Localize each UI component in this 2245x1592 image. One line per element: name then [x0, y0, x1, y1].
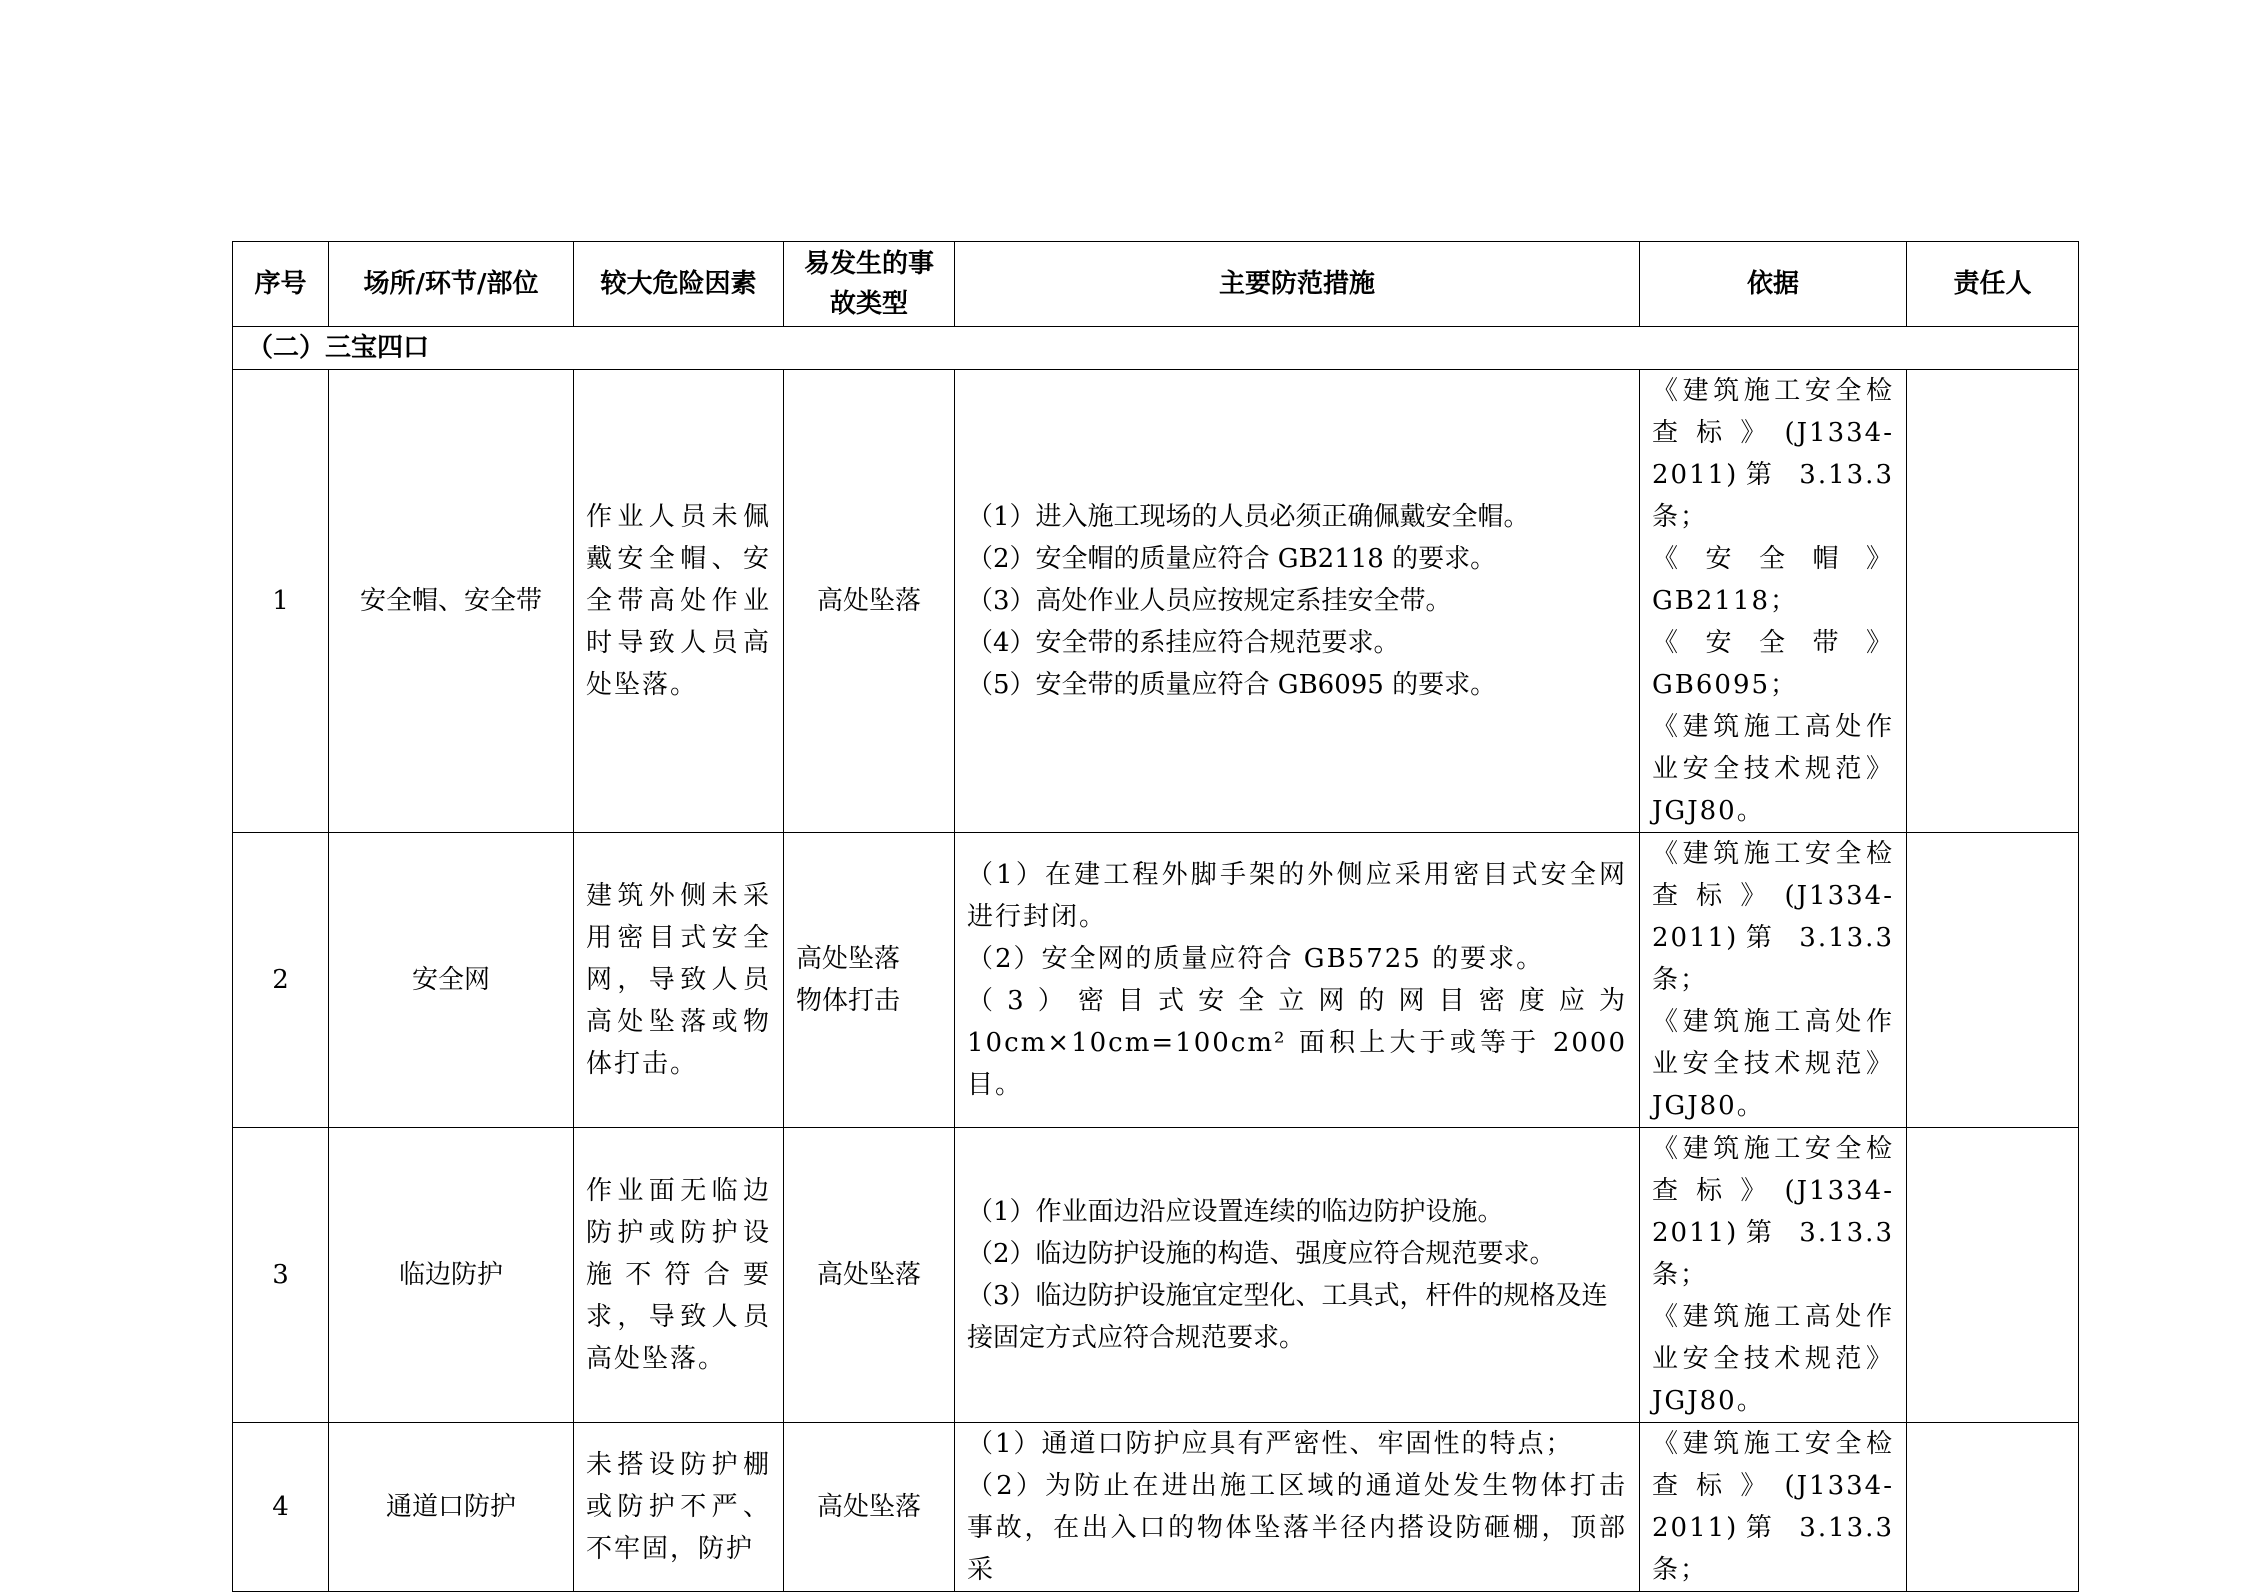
row-accident — [784, 833, 955, 1128]
accident-type: 高处坠落 — [816, 586, 921, 616]
row-no: 3 — [233, 1128, 329, 1423]
header-hazard: 较大危险因素 — [574, 242, 784, 327]
section-row — [233, 327, 2079, 370]
row-hazard: 作业面无临边防护或防护设施不符合要求，导致人员高处坠落。 — [574, 1128, 784, 1423]
header-no: 序号 — [233, 242, 329, 327]
basis-item: 《建筑施工高处作业安全技术规范》JGJ80。 — [1652, 1302, 1894, 1416]
measure-item: （1）通道口防护应具有严密性、牢固性的特点； — [967, 1429, 1574, 1459]
row-no: 2 — [233, 833, 329, 1128]
row-measures — [955, 1423, 1640, 1592]
measure-item: （2）安全网的质量应符合 GB5725 的要求。 — [967, 944, 1545, 974]
measure-item: （1）进入施工现场的人员必须正确佩戴安全帽。 — [967, 502, 1530, 532]
measure-item: （2）安全帽的质量应符合 GB2118 的要求。 — [967, 544, 1497, 574]
table-row — [233, 1128, 2079, 1423]
row-no: 4 — [233, 1423, 329, 1592]
row-basis — [1640, 370, 1907, 833]
table-header-row — [233, 242, 2079, 327]
row-measures — [955, 1128, 1640, 1423]
measure-item: （3）高处作业人员应按规定系挂安全带。 — [967, 586, 1452, 616]
measure-item: （2）临边防护设施的构造、强度应符合规范要求。 — [967, 1239, 1556, 1269]
header-accident-line1: 易发生的事 — [803, 249, 934, 279]
row-basis — [1640, 1423, 1907, 1592]
measure-item: （1）作业面边沿应设置连续的临边防护设施。 — [967, 1197, 1504, 1227]
accident-type: 高处坠落 — [816, 1260, 921, 1290]
header-measures: 主要防范措施 — [955, 242, 1640, 327]
section-title: （二）三宝四口 — [233, 327, 2079, 370]
row-measures — [955, 833, 1640, 1128]
row-place: 安全网 — [329, 833, 574, 1128]
row-owner — [1907, 1128, 2079, 1423]
row-owner — [1907, 370, 2079, 833]
measure-item: （1）在建工程外脚手架的外侧应采用密目式安全网进行封闭。 — [967, 860, 1627, 932]
header-accident-line2: 故类型 — [829, 289, 908, 319]
row-hazard: 建筑外侧未采用密目式安全网，导致人员高处坠落或物体打击。 — [574, 833, 784, 1128]
accident-type: 高处坠落 — [796, 944, 901, 974]
basis-item: 《建筑施工安全检查标》(J1334-2011)第 3.13.3 条； — [1652, 1134, 1894, 1290]
row-owner — [1907, 833, 2079, 1128]
row-accident — [784, 370, 955, 833]
measure-item: （3）临边防护设施宜定型化、工具式，杆件的规格及连接固定方式应符合规范要求。 — [967, 1281, 1608, 1353]
row-place: 临边防护 — [329, 1128, 574, 1423]
basis-item: 《安全帽》GB2118； — [1652, 544, 1894, 616]
accident-type: 物体打击 — [796, 986, 901, 1016]
basis-item: 《建筑施工安全检查标》(J1334-2011)第 3.13.3 条； — [1652, 1429, 1894, 1585]
row-hazard: 作业人员未佩戴安全帽、安全带高处作业时导致人员高处坠落。 — [574, 370, 784, 833]
measure-item: （5）安全带的质量应符合 GB6095 的要求。 — [967, 670, 1497, 700]
basis-item: 《安全带》GB6095； — [1652, 628, 1894, 700]
header-owner: 责任人 — [1907, 242, 2079, 327]
basis-item: 《建筑施工高处作业安全技术规范》JGJ80。 — [1652, 712, 1894, 826]
accident-type: 高处坠落 — [816, 1492, 921, 1522]
row-no: 1 — [233, 370, 329, 833]
basis-item: 《建筑施工安全检查标》(J1334-2011)第 3.13.3 条； — [1652, 376, 1894, 532]
table-row — [233, 370, 2079, 833]
hazard-table — [232, 241, 2079, 1592]
header-basis: 依据 — [1640, 242, 1907, 327]
row-place: 安全帽、安全带 — [329, 370, 574, 833]
row-place: 通道口防护 — [329, 1423, 574, 1592]
table-row — [233, 833, 2079, 1128]
header-place: 场所/环节/部位 — [329, 242, 574, 327]
measure-item: （3）密目式安全立网的网目密度应为 10cm×10cm=100cm² 面积上大于或等于 2000 目。 — [967, 986, 1627, 1100]
row-accident — [784, 1423, 955, 1592]
row-owner — [1907, 1423, 2079, 1592]
basis-item: 《建筑施工安全检查标》(J1334-2011)第 3.13.3 条； — [1652, 839, 1894, 995]
measure-item: （4）安全带的系挂应符合规范要求。 — [967, 628, 1400, 658]
row-basis — [1640, 1128, 1907, 1423]
row-basis — [1640, 833, 1907, 1128]
header-accident — [784, 242, 955, 327]
basis-item: 《建筑施工高处作业安全技术规范》JGJ80。 — [1652, 1007, 1894, 1121]
table-row — [233, 1423, 2079, 1592]
row-hazard: 未搭设防护棚或防护不严、不牢固，防护 — [574, 1423, 784, 1592]
row-accident — [784, 1128, 955, 1423]
measure-item: （2）为防止在进出施工区域的通道处发生物体打击事故，在出入口的物体坠落半径内搭设防砸棚，顶部采 — [967, 1471, 1627, 1585]
row-measures — [955, 370, 1640, 833]
